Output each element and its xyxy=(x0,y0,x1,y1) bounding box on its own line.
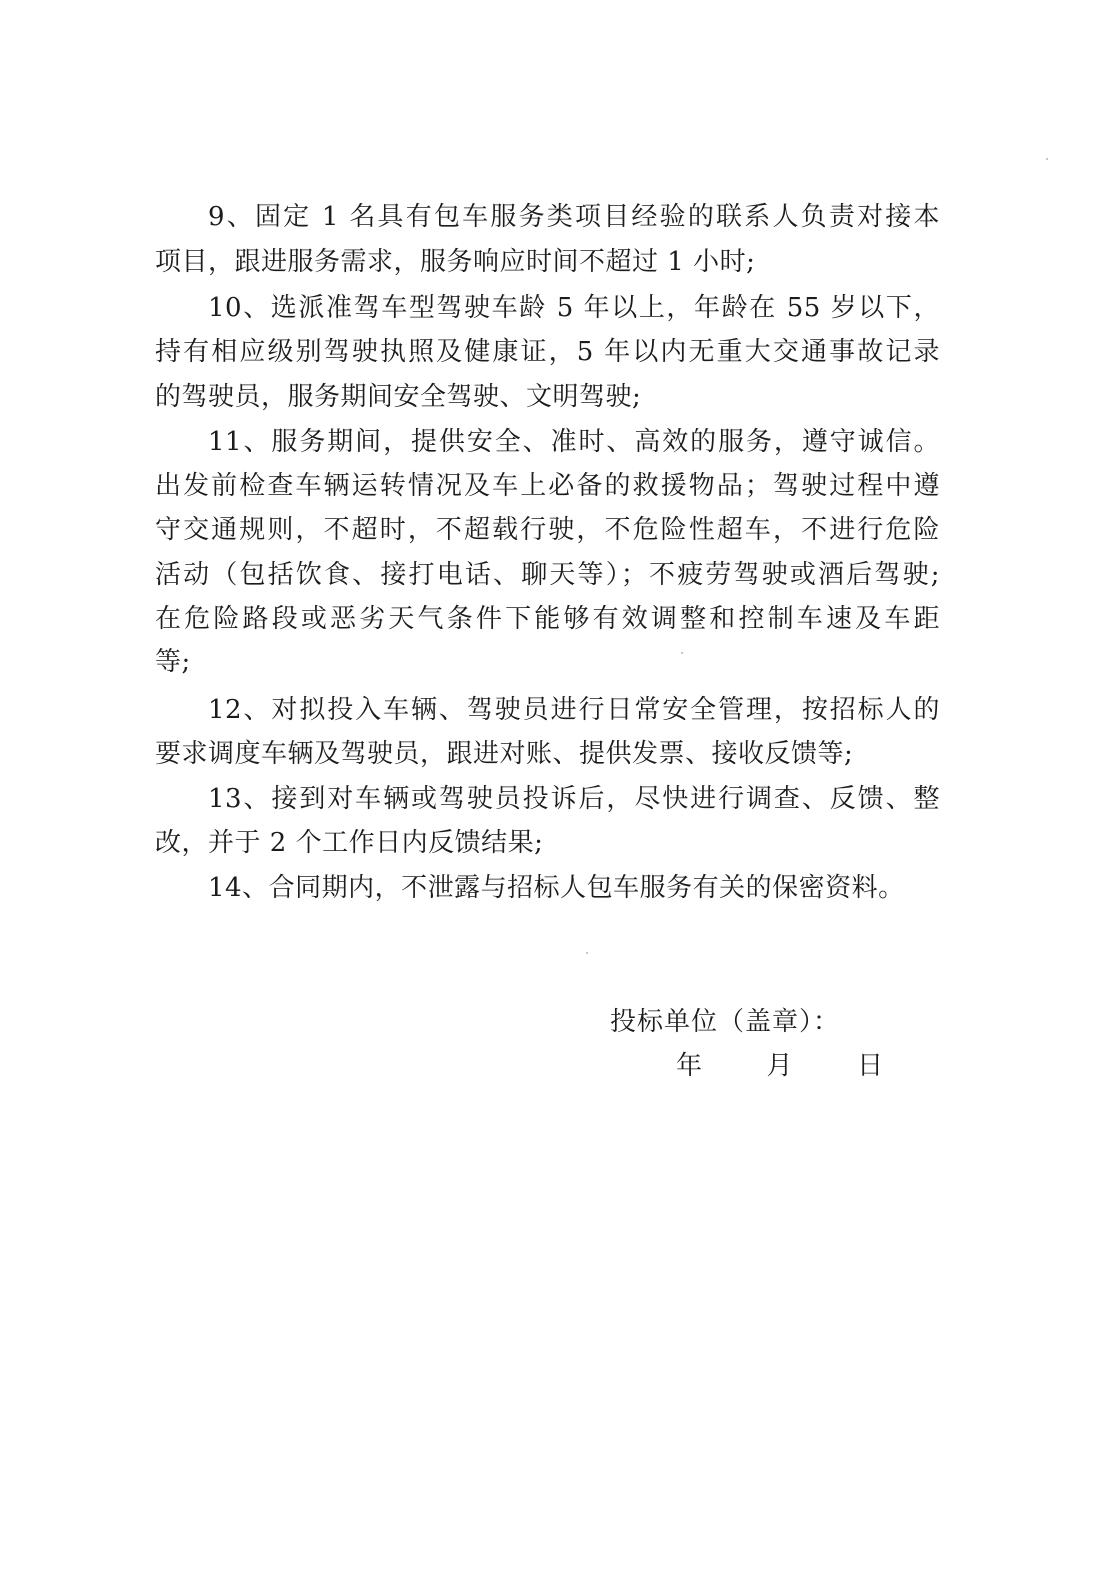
item-9-line-1: 9、固定 1 名具有包车服务类项目经验的联系人负责对接本 xyxy=(208,202,940,232)
item-12-line-1: 12、对拟投入车辆、驾驶员进行日常安全管理，按招标人的 xyxy=(208,695,940,725)
item-10-line-3: 的驾驶员，服务期间安全驾驶、文明驾驶; xyxy=(155,382,642,412)
item-13-line-1: 13、接到对车辆或驾驶员投诉后，尽快进行调查、反馈、整 xyxy=(208,784,940,814)
item-9-line-2: 项目，跟进服务需求，服务响应时间不超过 1 小时; xyxy=(155,247,756,277)
scan-speck xyxy=(1046,158,1048,160)
signature-date xyxy=(676,1044,884,1088)
item-13-line-2: 改，并于 2 个工作日内反馈结果; xyxy=(155,828,544,858)
item-10-line-1: 10、选派准驾车型驾驶车龄 5 年以上，年龄在 55 岁以下， xyxy=(208,293,940,323)
scan-speck xyxy=(586,952,588,954)
item-10-line-2: 持有相应级别驾驶执照及健康证，5 年以内无重大交通事故记录 xyxy=(155,337,940,367)
item-11-line-1: 11、服务期间，提供安全、准时、高效的服务，遵守诚信。 xyxy=(208,427,940,457)
item-12-line-2: 要求调度车辆及驾驶员，跟进对账、提供发票、接收反馈等; xyxy=(155,739,854,769)
item-11-line-3: 守交通规则，不超时，不超载行驶，不危险性超车，不进行危险 xyxy=(155,515,940,545)
item-11-line-5: 在危险路段或恶劣天气条件下能够有效调整和控制车速及车距 xyxy=(155,604,940,634)
date-year: 年 xyxy=(676,1051,704,1081)
scan-speck xyxy=(681,652,683,654)
item-11-line-2: 出发前检查车辆运转情况及车上必备的救援物品；驾驶过程中遵 xyxy=(155,471,940,501)
item-11-line-4: 活动（包括饮食、接打电话、聊天等）；不疲劳驾驶或酒后驾驶; xyxy=(155,560,940,590)
date-day: 日 xyxy=(857,1051,885,1081)
date-month: 月 xyxy=(766,1051,794,1081)
item-14-line-1: 14、合同期内，不泄露与招标人包车服务有关的保密资料。 xyxy=(208,873,905,903)
bidder-seal-label: 投标单位（盖章）： xyxy=(610,1007,841,1037)
item-11-line-6: 等; xyxy=(155,647,191,677)
